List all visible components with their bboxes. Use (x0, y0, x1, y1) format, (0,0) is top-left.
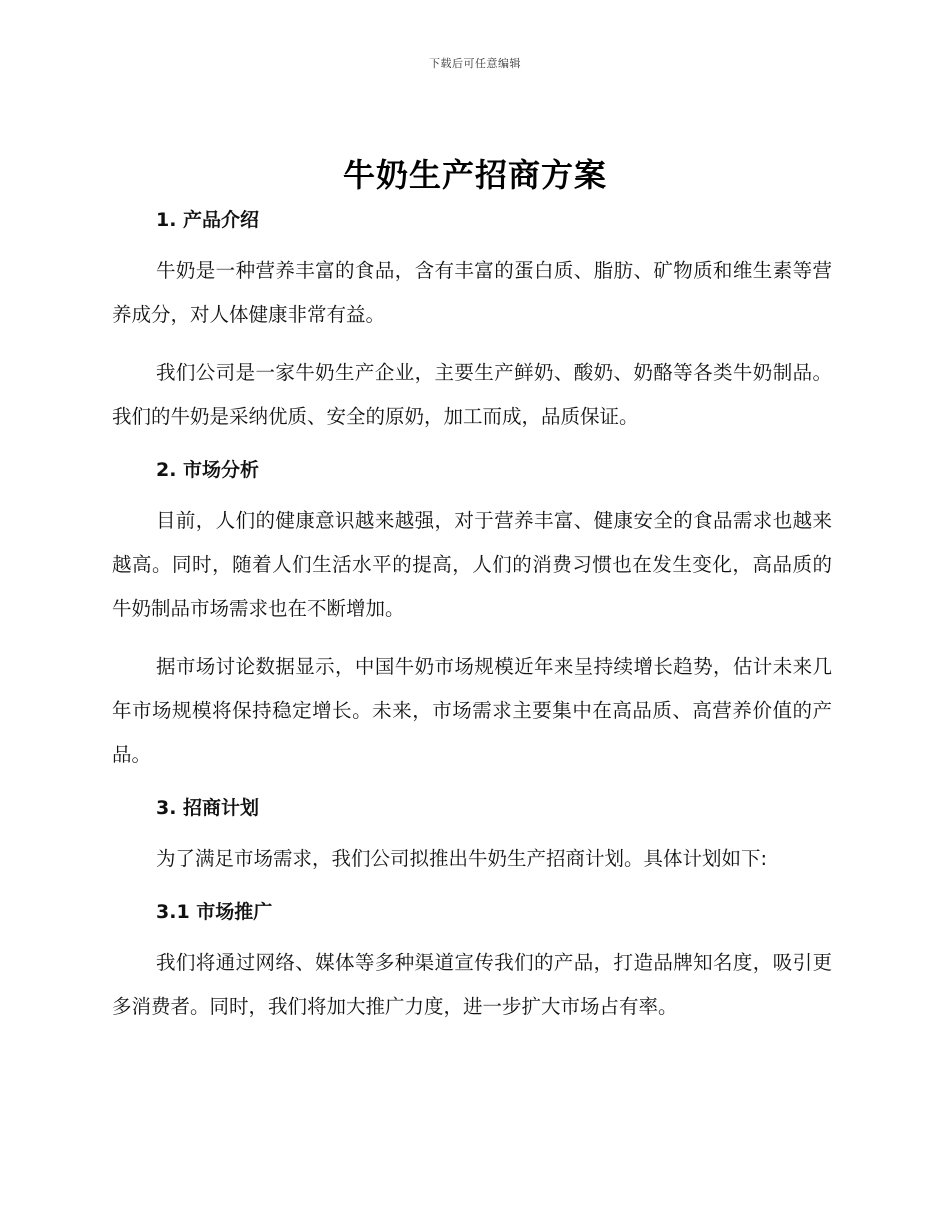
header-note: 下载后可任意编辑 (429, 57, 521, 70)
paragraph: 牛奶是一种营养丰富的食品，含有丰富的蛋白质、脂肪、矿物质和维生素等营养成分，对人体健康非常有益。 (112, 259, 832, 326)
paragraph: 我们将通过网络、媒体等多种渠道宣传我们的产品，打造品牌知名度，吸引更多消费者。同时，我们将加大推广力度，进一步扩大市场占有率。 (112, 951, 832, 1018)
document-body (112, 203, 832, 1029)
paragraph: 我们公司是一家牛奶生产企业，主要生产鲜奶、酸奶、奶酪等各类牛奶制品。我们的牛奶是采纳优质、安全的原奶，加工而成，品质保证。 (112, 361, 832, 428)
paragraph: 据市场讨论数据显示，中国牛奶市场规模近年来呈持续增长趋势，估计未来几年市场规模将保持稳定增长。未来，市场需求主要集中在高品质、高营养价值的产品。 (112, 655, 832, 766)
paragraph: 为了满足市场需求，我们公司拟推出牛奶生产招商计划。具体计划如下: (156, 847, 768, 870)
section-heading-investment-plan: 3. 招商计划 (156, 797, 260, 819)
section-heading-market-analysis: 2. 市场分析 (156, 459, 260, 481)
document-title: 牛奶生产招商方案 (342, 156, 607, 194)
section-heading-product-intro: 1. 产品介绍 (156, 209, 260, 231)
section-heading-market-promotion: 3.1 市场推广 (156, 901, 273, 923)
paragraph: 目前，人们的健康意识越来越强，对于营养丰富、健康安全的食品需求也越来越高。同时，随着人们生活水平的提高，人们的消费习惯也在发生变化，高品质的牛奶制品市场需求也在不断增加。 (112, 509, 832, 620)
